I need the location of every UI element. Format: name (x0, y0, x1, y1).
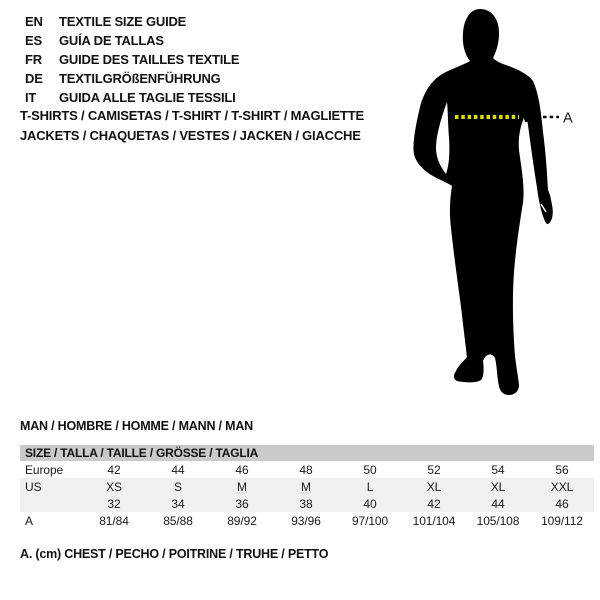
table-row-us (20, 478, 594, 495)
language-title: TEXTILGRÖßENFÜHRUNG (59, 71, 221, 86)
cell: 42 (427, 496, 441, 511)
cell: S (174, 479, 182, 494)
cell: 109/112 (541, 513, 583, 528)
language-code: EN (25, 14, 43, 29)
cell: XL (490, 479, 506, 494)
cell: 85/88 (163, 513, 193, 528)
cell: 32 (107, 496, 121, 511)
cell: 44 (491, 496, 505, 511)
category-jackets: JACKETS / CHAQUETAS / VESTES / JACKEN / GIACCHE (20, 128, 361, 143)
man-silhouette (400, 0, 600, 400)
list-item (25, 88, 239, 107)
language-code: DE (25, 71, 43, 86)
list-item (25, 12, 239, 31)
table-header: SIZE / TALLA / TAILLE / GRÖSSE / TAGLIA (20, 445, 594, 461)
cell: 38 (299, 496, 313, 511)
cell: 34 (171, 496, 185, 511)
cell: XXL (550, 479, 574, 494)
table-row-chest-a (20, 512, 594, 529)
row-label: US (25, 479, 42, 494)
man-silhouette-body (413, 9, 552, 395)
measure-label-a: A (563, 110, 573, 127)
category-lines (20, 106, 364, 146)
cell: 40 (363, 496, 377, 511)
language-list (25, 12, 239, 107)
footnote-chest: A. (cm) CHEST / PECHO / POITRINE / TRUHE / PETTO (20, 547, 329, 561)
cell: 48 (299, 462, 313, 477)
section-title-man: MAN / HOMBRE / HOMME / MANN / MAN (20, 419, 253, 433)
cell: M (237, 479, 247, 494)
table-header-row (20, 445, 594, 461)
cell: 56 (555, 462, 569, 477)
table-row-europe (20, 461, 594, 478)
cell: 36 (235, 496, 249, 511)
cell: 97/100 (351, 513, 389, 528)
cell: XL (426, 479, 442, 494)
cell: 101/104 (412, 513, 456, 528)
row-label: Europe (25, 462, 64, 477)
row-label: A (25, 513, 33, 528)
list-item (25, 69, 239, 88)
cell: 54 (491, 462, 505, 477)
language-title: TEXTILE SIZE GUIDE (59, 14, 187, 29)
cell: 93/96 (291, 513, 321, 528)
cell: XS (106, 479, 122, 494)
language-title: GUÍA DE TALLAS (59, 33, 164, 48)
cell: 42 (107, 462, 121, 477)
list-item (25, 31, 239, 50)
language-title: GUIDE DES TAILLES TEXTILE (59, 52, 240, 67)
row-label (20, 495, 82, 512)
list-item (25, 50, 239, 69)
language-code: IT (25, 90, 37, 105)
cell: 46 (555, 496, 569, 511)
language-code: ES (25, 33, 42, 48)
cell: M (301, 479, 311, 494)
cell: 44 (171, 462, 185, 477)
language-code: FR (25, 52, 42, 67)
size-table (20, 445, 594, 529)
cell: 46 (235, 462, 249, 477)
language-title: GUIDA ALLE TAGLIE TESSILI (59, 90, 236, 105)
table-row-us-numeric (20, 495, 594, 512)
cell: 50 (363, 462, 377, 477)
category-tshirts: T-SHIRTS / CAMISETAS / T-SHIRT / T-SHIRT / MAGLIETTE (20, 108, 364, 123)
cell: 52 (427, 462, 441, 477)
cell: 81/84 (99, 513, 129, 528)
cell: 89/92 (227, 513, 257, 528)
cell: L (366, 479, 374, 494)
cell: 105/108 (476, 513, 520, 528)
